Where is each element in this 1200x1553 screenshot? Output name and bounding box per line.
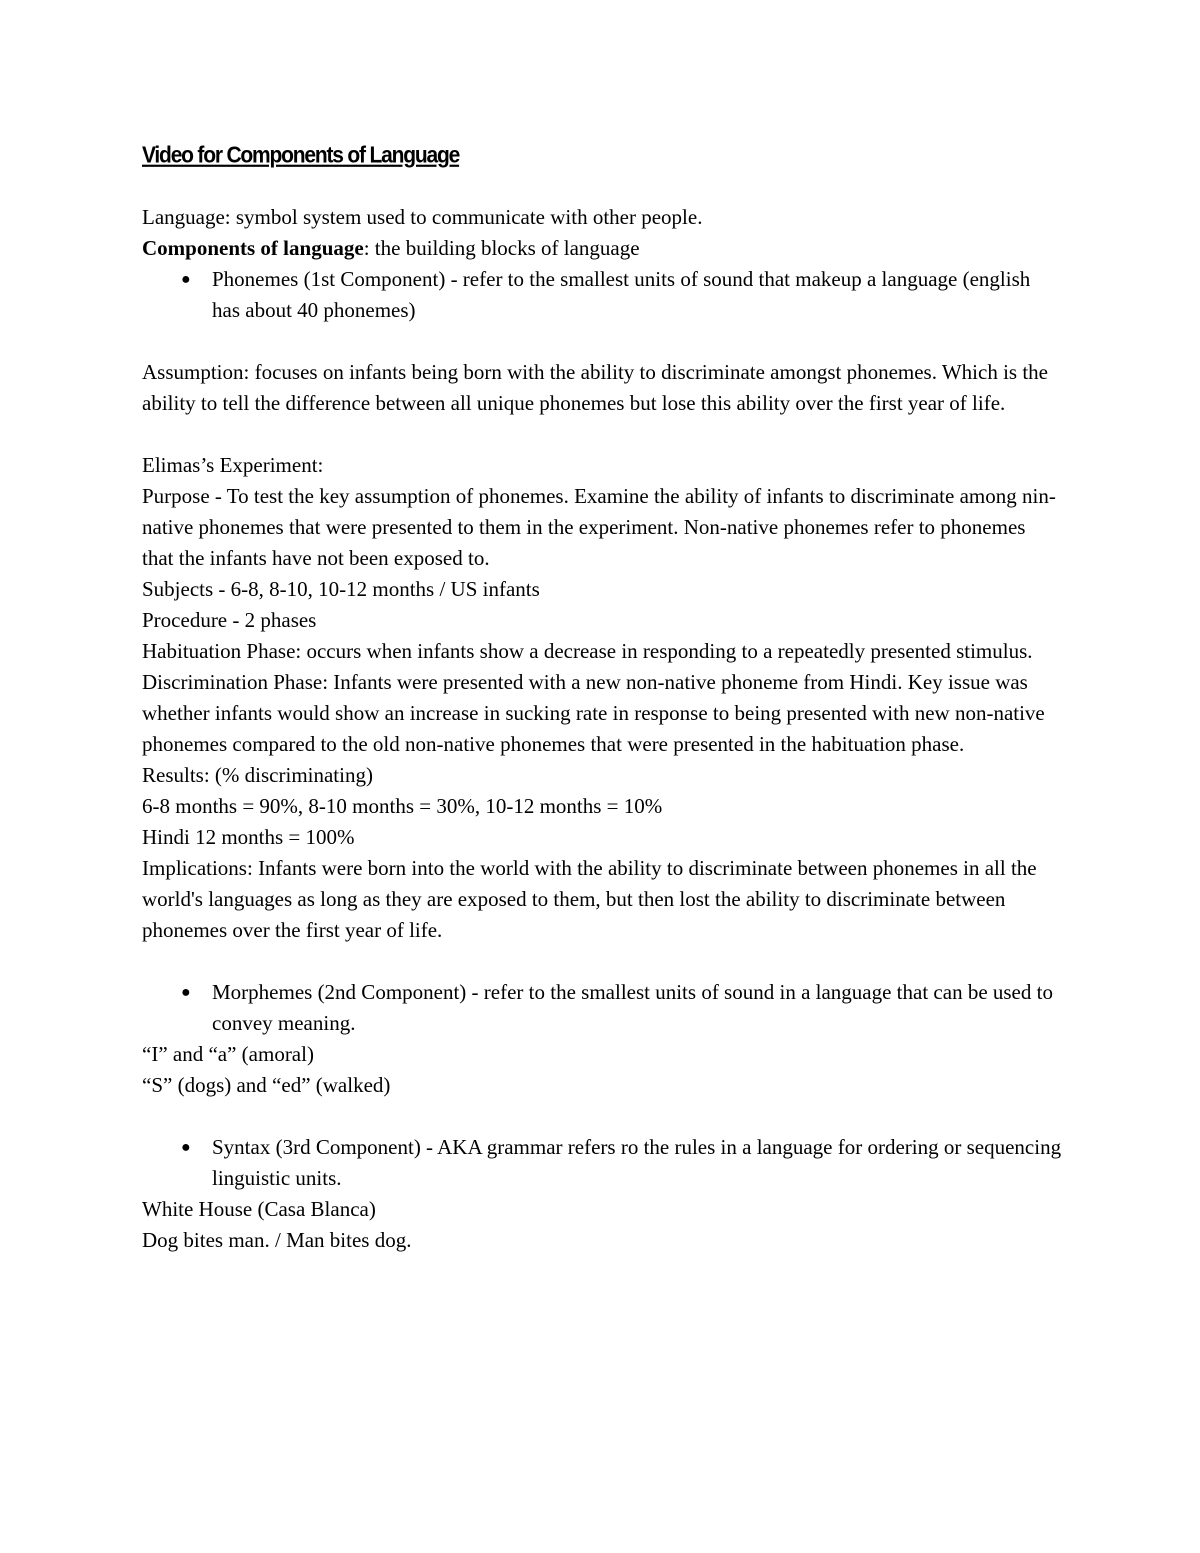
spacer — [142, 419, 1062, 450]
spacer — [142, 326, 1062, 357]
components-label: Components of language — [142, 236, 364, 260]
spacer — [142, 1101, 1062, 1132]
results-line-2: Hindi 12 months = 100% — [142, 825, 355, 849]
purpose-paragraph: Purpose - To test the key assumption of phonemes. Examine the ability of infants to discriminate among nin-native phonemes that were presented to them in the experiment. Non-native phonemes refer to phonemes that the infants have not been exposed to. — [142, 484, 1056, 570]
syntax-example-2: Dog bites man. / Man bites dog. — [142, 1228, 412, 1252]
phonemes-bullet — [142, 264, 1062, 326]
implications-paragraph: Implications: Infants were born into the world with the ability to discriminate between phonemes in all the world's languages as long as they are exposed to them, but then lost the ability to discriminate between phonemes over the first year of life. — [142, 856, 1037, 942]
experiment-title: Elimas’s Experiment: — [142, 453, 324, 477]
document-title: Video for Components of Language — [142, 143, 460, 168]
bullet-dot-icon: ● — [181, 271, 191, 288]
document-page — [142, 140, 1062, 1256]
results-line-1: 6-8 months = 90%, 8-10 months = 30%, 10-12 months = 10% — [142, 794, 663, 818]
habituation-paragraph: Habituation Phase: occurs when infants show a decrease in responding to a repeatedly presented stimulus. — [142, 639, 1033, 663]
procedure-line: Procedure - 2 phases — [142, 608, 317, 632]
bullet-dot-icon: ● — [181, 984, 191, 1001]
syntax-example-1: White House (Casa Blanca) — [142, 1197, 376, 1221]
syntax-bullet-text: Syntax (3rd Component) - AKA grammar refers ro the rules in a language for ordering or sequencing linguistic units. — [212, 1135, 1062, 1190]
morphemes-bullet-text: Morphemes (2nd Component) - refer to the smallest units of sound in a language that can be used to convey meaning. — [212, 980, 1053, 1035]
language-definition: Language: symbol system used to communicate with other people. — [142, 205, 703, 229]
phonemes-bullet-text: Phonemes (1st Component) - refer to the smallest units of sound that makeup a language (english has about 40 phonemes) — [212, 267, 1031, 322]
bullet-dot-icon: ● — [181, 1139, 191, 1156]
spacer — [142, 946, 1062, 977]
results-label: Results: (% discriminating) — [142, 763, 373, 787]
subjects-line: Subjects - 6-8, 8-10, 10-12 months / US infants — [142, 577, 540, 601]
morphemes-example-2: “S” (dogs) and “ed” (walked) — [142, 1073, 391, 1097]
discrimination-paragraph: Discrimination Phase: Infants were presented with a new non-native phoneme from Hindi. Key issue was whether infants would show an increase in sucking rate in response to being presented with new non-native phonemes compared to the old non-native phonemes that were presented in the habituation phase. — [142, 670, 1045, 756]
morphemes-example-1: “I” and “a” (amoral) — [142, 1042, 314, 1066]
assumption-paragraph: Assumption: focuses on infants being born with the ability to discriminate amongst phonemes. Which is the ability to tell the difference between all unique phonemes but lose this ability over the first year of life. — [142, 360, 1048, 415]
components-rest: : the building blocks of language — [363, 236, 640, 260]
morphemes-bullet — [142, 977, 1062, 1039]
syntax-bullet — [142, 1132, 1062, 1194]
components-line — [142, 233, 1062, 264]
